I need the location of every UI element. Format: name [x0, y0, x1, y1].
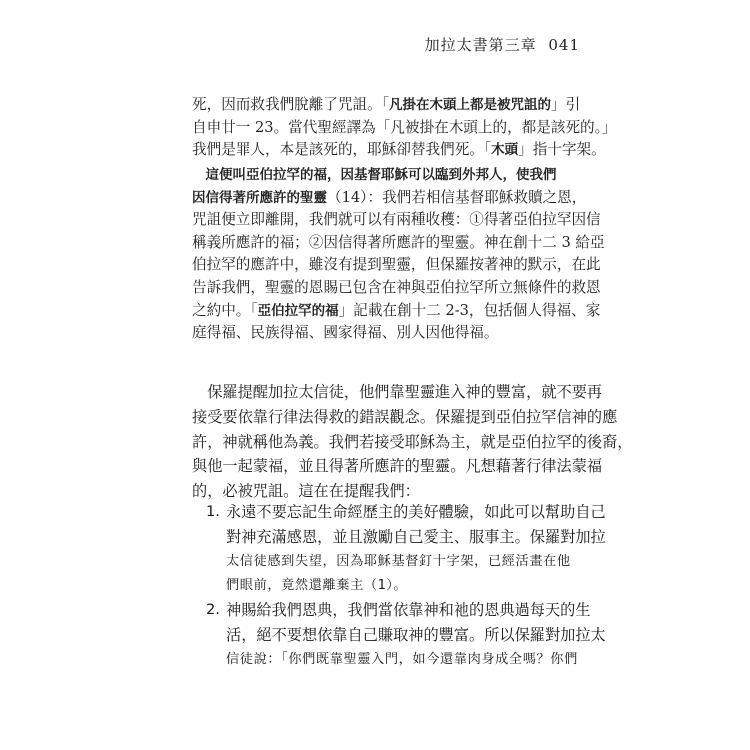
list-item-number: 1. — [206, 503, 220, 520]
emphasis-text: 亞伯拉罕的福 — [257, 302, 339, 319]
text-line — [192, 232, 605, 255]
text-line: 接受要依靠行律法得救的錯誤觀念。保羅提到亞伯拉罕信神的應 — [192, 407, 618, 426]
emphasis-text: 因信得著所應許的聖靈 — [192, 189, 327, 206]
line-text: 稱義所應許的福；②因信得著所應許的聖靈。神在創十二 3 給亞 — [192, 233, 605, 251]
text-line: 的，必被咒詛。這在在提醒我們： — [192, 482, 420, 501]
emphasis-text: 這便叫亞伯拉罕的福，因基督耶穌可以臨到外邦人，使我們 — [192, 167, 557, 183]
text-line: 許，神就稱他為義。我們若接受耶穌為主，就是亞伯拉罕的後裔， — [192, 432, 633, 451]
list-item-body — [226, 598, 606, 672]
line-text: 咒詛便立即離開，我們就可以有兩種收穫：①得著亞伯拉罕因信 — [192, 211, 601, 229]
text-line — [192, 277, 601, 300]
text-line — [192, 254, 601, 277]
chapter-title: 加拉太書第三章 — [424, 36, 537, 54]
text-line: 神賜給我們恩典，我們當依靠神和祂的恩典過每天的生 — [226, 601, 591, 619]
paragraph-1 — [192, 94, 617, 162]
running-head — [425, 34, 580, 55]
text-line — [192, 164, 584, 187]
line-text: 」指十字架。 — [518, 141, 606, 159]
text-line: 們眼前，竟然還離棄主（1）。 — [226, 578, 408, 594]
emphasis-text: 凡掛在木頭上都是被咒詛的 — [389, 97, 552, 113]
text-line: 活，絕不要想依靠自己賺取神的豐富。所以保羅對加拉太 — [226, 625, 606, 644]
page-number: 041 — [548, 36, 580, 54]
text-line: 對神充滿感恩，並且激勵自己愛主、服事主。保羅對加拉 — [226, 527, 606, 546]
line-text: 告訴我們，聖靈的恩賜已包含在神與亞伯拉罕所立無條件的救恩 — [192, 278, 601, 296]
paragraph-2 — [192, 164, 605, 345]
text-line: 永遠不要忘記生命經歷主的美好體驗，如此可以幫助自己 — [226, 503, 606, 521]
text-line — [192, 139, 606, 162]
line-text: 」記載在創十二 2-3，包括個人得福、家 — [338, 301, 601, 319]
text-line: 保羅提醒加拉太信徒，他們靠聖靈進入神的豐富，就不要再 — [192, 383, 603, 401]
line-text: （14）：我們若相信基督耶穌救贖之恩， — [327, 188, 587, 206]
line-text: 伯拉罕的應許中，雖沒有提到聖靈，但保羅按著神的默示，在此 — [192, 256, 601, 274]
list-item-number: 2. — [206, 601, 220, 618]
line-text: 庭得福、民族得福、國家得福、別人因他得福。 — [192, 324, 499, 342]
paragraph-3 — [192, 380, 633, 504]
text-line — [192, 209, 601, 232]
line-text: 之約中。「 — [192, 301, 258, 319]
line-text: 死，因而救我們脫離了咒詛。「 — [192, 96, 390, 113]
text-line — [192, 300, 601, 323]
text-line: 與他一起蒙福，並且得著所應許的聖靈。凡想藉著行律法蒙福 — [192, 457, 603, 476]
text-line: 信徒說：「你們既靠聖靈入門，如今還靠肉身成全嗎？你們 — [226, 651, 578, 667]
line-text: 」引 — [551, 96, 581, 113]
text-line — [192, 117, 617, 140]
text-line: 太信徒感到失望，因為耶穌基督釘十字架，已經活畫在他 — [226, 553, 571, 569]
line-text: 自申廿一 23。當代聖經譯為「凡被掛在木頭上的，都是該死的。」 — [192, 118, 617, 136]
line-text: 我們是罪人，本是該死的，耶穌卻替我們死。「 — [192, 141, 492, 159]
list-item-body — [226, 500, 606, 599]
text-line — [192, 322, 584, 345]
text-line — [192, 94, 584, 117]
emphasis-text: 木頭 — [491, 142, 519, 159]
text-line — [192, 187, 587, 210]
